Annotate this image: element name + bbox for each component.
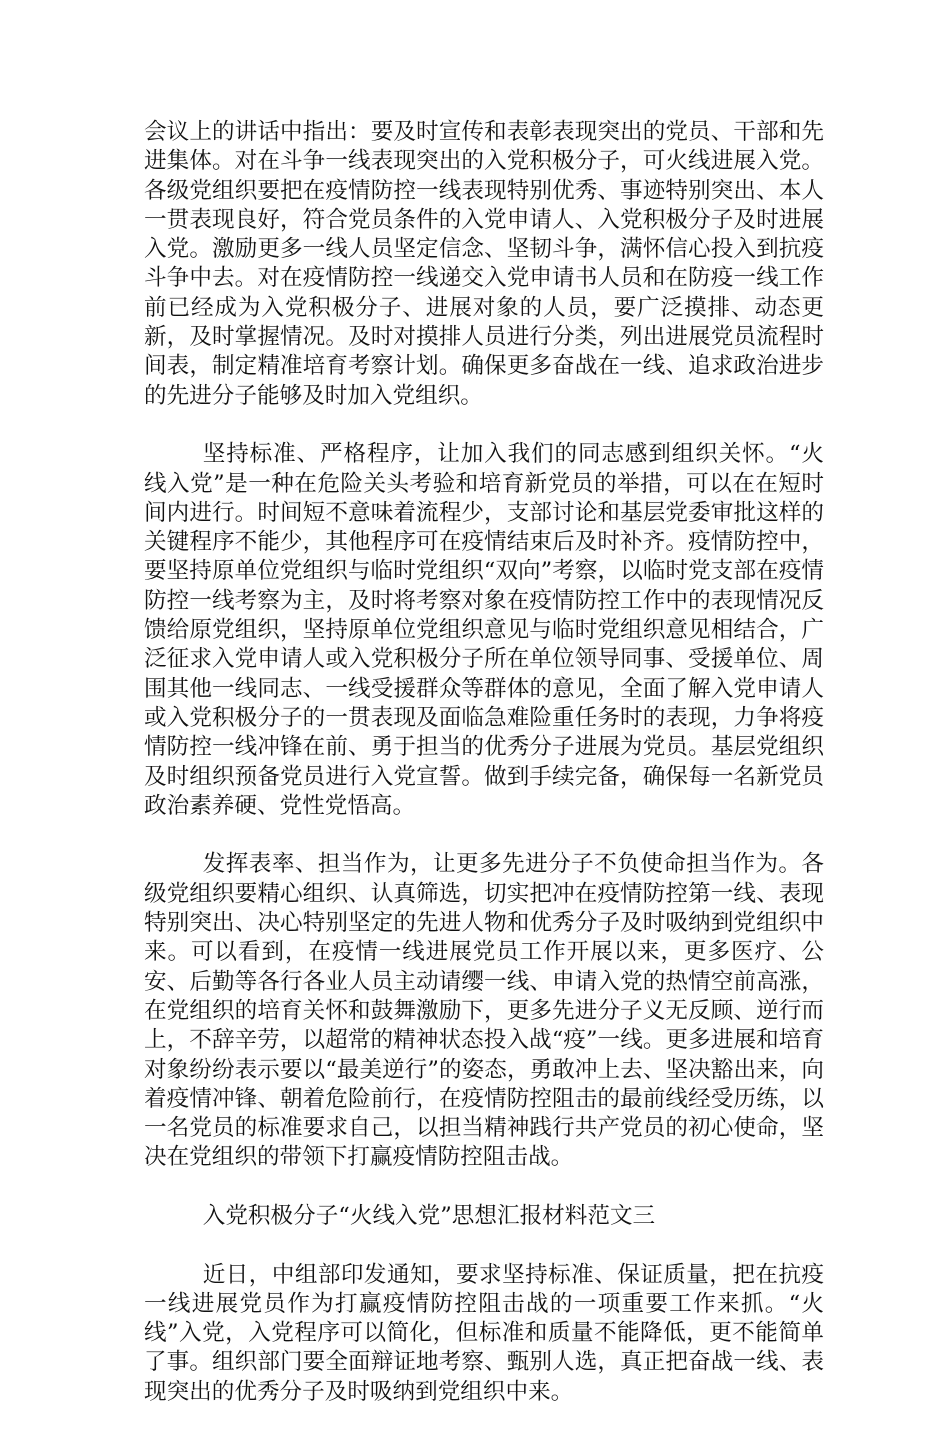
- paragraph-2: 坚持标准、严格程序，让加入我们的同志感到组织关怀。“火线入党”是一种在危险关头考验和培育新党员的举措，可以在在短时间内进行。时间短不意味着流程少，支部讨论和基层党委审批这样的关键程序不能少，其他程序可在疫情结束后及时补齐。疫情防控中，要坚持原单位党组织与临时党组织“双向”考察，以临时党支部在疫情防控一线考察为主，及时将考察对象在疫情防控工作中的表现情况反馈给原党组织，坚持原单位党组织意见与临时党组织意见相结合，广泛征求入党申请人或入党积极分子所在单位领导同事、受援单位、周围其他一线同志、一线受援群众等群体的意见，全面了解入党申请人或入党积极分子的一贯表现及面临急难险重任务时的表现，力争将疫情防控一线冲锋在前、勇于担当的优秀分子进展为党员。基层党组织及时组织预备党员进行入党宣誓。做到手续完备，确保每一名新党员政治素养硬、党性党悟高。: [144, 441, 824, 819]
- document-page: [144, 118, 824, 1436]
- paragraph-1: 会议上的讲话中指出：要及时宣传和表彰表现突出的党员、干部和先进集体。对在斗争一线表现突出的入党积极分子，可火线进展入党。各级党组织要把在疫情防控一线表现特别优秀、事迹特别突出、本人一贯表现良好，符合党员条件的入党申请人、入党积极分子及时进展入党。激励更多一线人员坚定信念、坚韧斗争，满怀信心投入到抗疫斗争中去。对在疫情防控一线递交入党申请书人员和在防疫一线工作前已经成为入党积极分子、进展对象的人员，要广泛摸排、动态更新，及时掌握情况。及时对摸排人员进行分类，列出进展党员流程时间表，制定精准培育考察计划。确保更多奋战在一线、追求政治进步的先进分子能够及时加入党组织。: [144, 119, 824, 409]
- paragraph-3: 发挥表率、担当作为，让更多先进分子不负使命担当作为。各级党组织要精心组织、认真筛选，切实把冲在疫情防控第一线、表现特别突出、决心特别坚定的先进人物和优秀分子及时吸纳到党组织中来。可以看到，在疫情一线进展党员工作开展以来，更多医疗、公安、后勤等各行各业人员主动请缨一线、申请入党的热情空前高涨，在党组织的培育关怀和鼓舞激励下，更多先进分子义无反顾、逆行而上，不辞辛劳，以超常的精神状态投入战“疫”一线。更多进展和培育对象纷纷表示要以“最美逆行”的姿态，勇敢冲上去、坚决豁出来，向着疫情冲锋、朝着危险前行，在疫情防控阻击的最前线经受历练，以一名党员的标准要求自己，以担当精神践行共产党员的初心使命，坚决在党组织的带领下打赢疫情防控阻击战。: [144, 851, 824, 1171]
- section-title: 入党积极分子“火线入党”思想汇报材料范文三: [202, 1202, 656, 1229]
- paragraph-4: 近日，中组部印发通知，要求坚持标准、保证质量，把在抗疫一线进展党员作为打赢疫情防控阻击战的一项重要工作来抓。“火线”入党，入党程序可以简化，但标准和质量不能降低，更不能简单了事。组织部门要全面辩证地考察、甄别人选，真正把奋战一线、表现突出的优秀分子及时吸纳到党组织中来。: [144, 1261, 824, 1405]
